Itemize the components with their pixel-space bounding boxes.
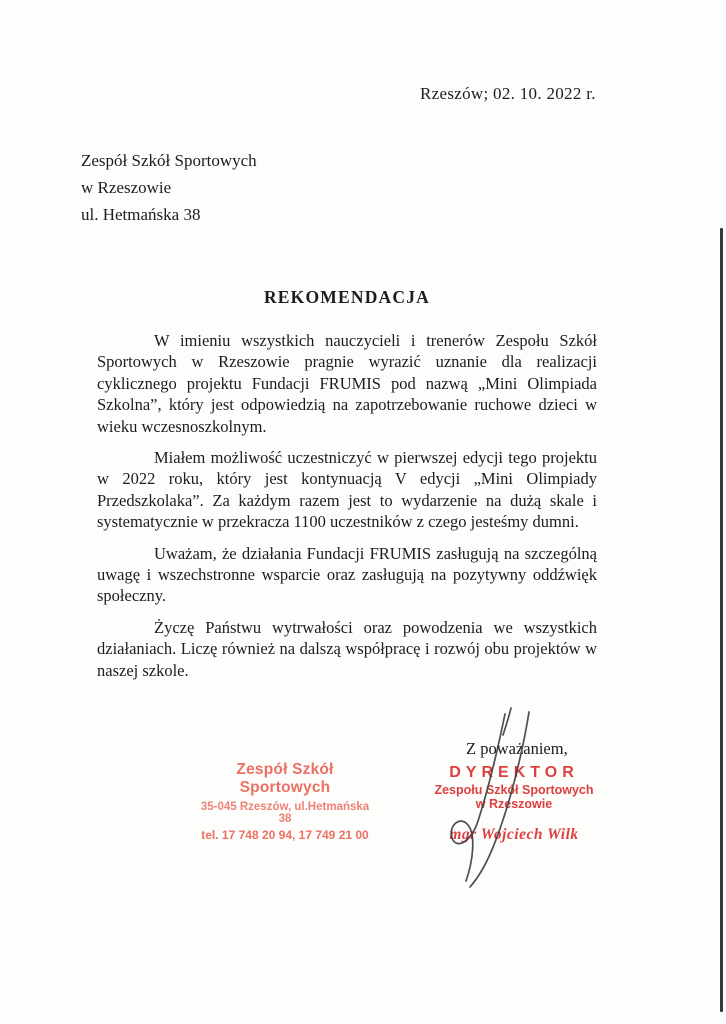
recipient-line-street: ul. Hetmańska 38 bbox=[81, 205, 201, 224]
school-stamp-address: 35-045 Rzeszów, ul.Hetmańska 38 bbox=[200, 801, 370, 825]
recipient-block bbox=[81, 147, 257, 228]
director-stamp-name: mgr Wojciech Wilk bbox=[449, 826, 579, 843]
paragraph: Miałem możliwość uczestniczyć w pierwszej edycji tego projektu w 2022 roku, który jest kontynuacją V edycji „Mini Olimpiady Przedszkolaka”. Za każdym razem jest to wydarzenie na dużą skale i systematycznie w przekracza 1100 uczestników z czego jesteśmy dumni. bbox=[97, 448, 597, 532]
director-stamp-city: w Rzeszowie bbox=[475, 797, 553, 811]
director-stamp-title: DYREKTOR bbox=[449, 764, 579, 781]
closing-salutation: Z poważaniem, bbox=[466, 739, 568, 758]
scan-edge-artifact-icon bbox=[720, 228, 723, 1012]
paragraph: Uważam, że działania Fundacji FRUMIS zasługują na szczególną uwagę i wszechstronne wsparcie oraz zasługują na pozytywny oddźwięk społeczny. bbox=[97, 543, 597, 606]
paragraph: W imieniu wszystkich nauczycieli i trenerów Zespołu Szkół Sportowych w Rzeszowie pragnie wyrazić uznanie dla realizacji cyklicznego projektu Fundacji FRUMIS pod nazwą „Mini Olimpiada Szkolna”, który jest odpowiedzią na zapotrzebowanie ruchowe dzieci w wieku wczesnoszkolnym. bbox=[97, 331, 597, 436]
recipient-line-city: w Rzeszowie bbox=[81, 178, 172, 197]
paragraph: Życzę Państwu wytrwałości oraz powodzenia we wszystkich działaniach. Liczę również na dalszą współpracę i rozwój obu projektów w naszej szkole. bbox=[97, 617, 597, 680]
handwritten-signature-icon bbox=[425, 704, 545, 894]
letter-body bbox=[97, 330, 597, 691]
recipient-line-org: Zespół Szkół Sportowych bbox=[81, 151, 257, 170]
school-stamp bbox=[194, 761, 376, 842]
school-stamp-phone: tel. 17 748 20 94, 17 749 21 00 bbox=[201, 828, 369, 842]
school-stamp-name: Zespół Szkół Sportowych bbox=[236, 761, 334, 796]
date-line: Rzeszów; 02. 10. 2022 r. bbox=[420, 84, 596, 103]
letter-title: REKOMENDACJA bbox=[263, 287, 431, 307]
director-stamp-org: Zespołu Szkół Sportowych bbox=[434, 783, 594, 797]
